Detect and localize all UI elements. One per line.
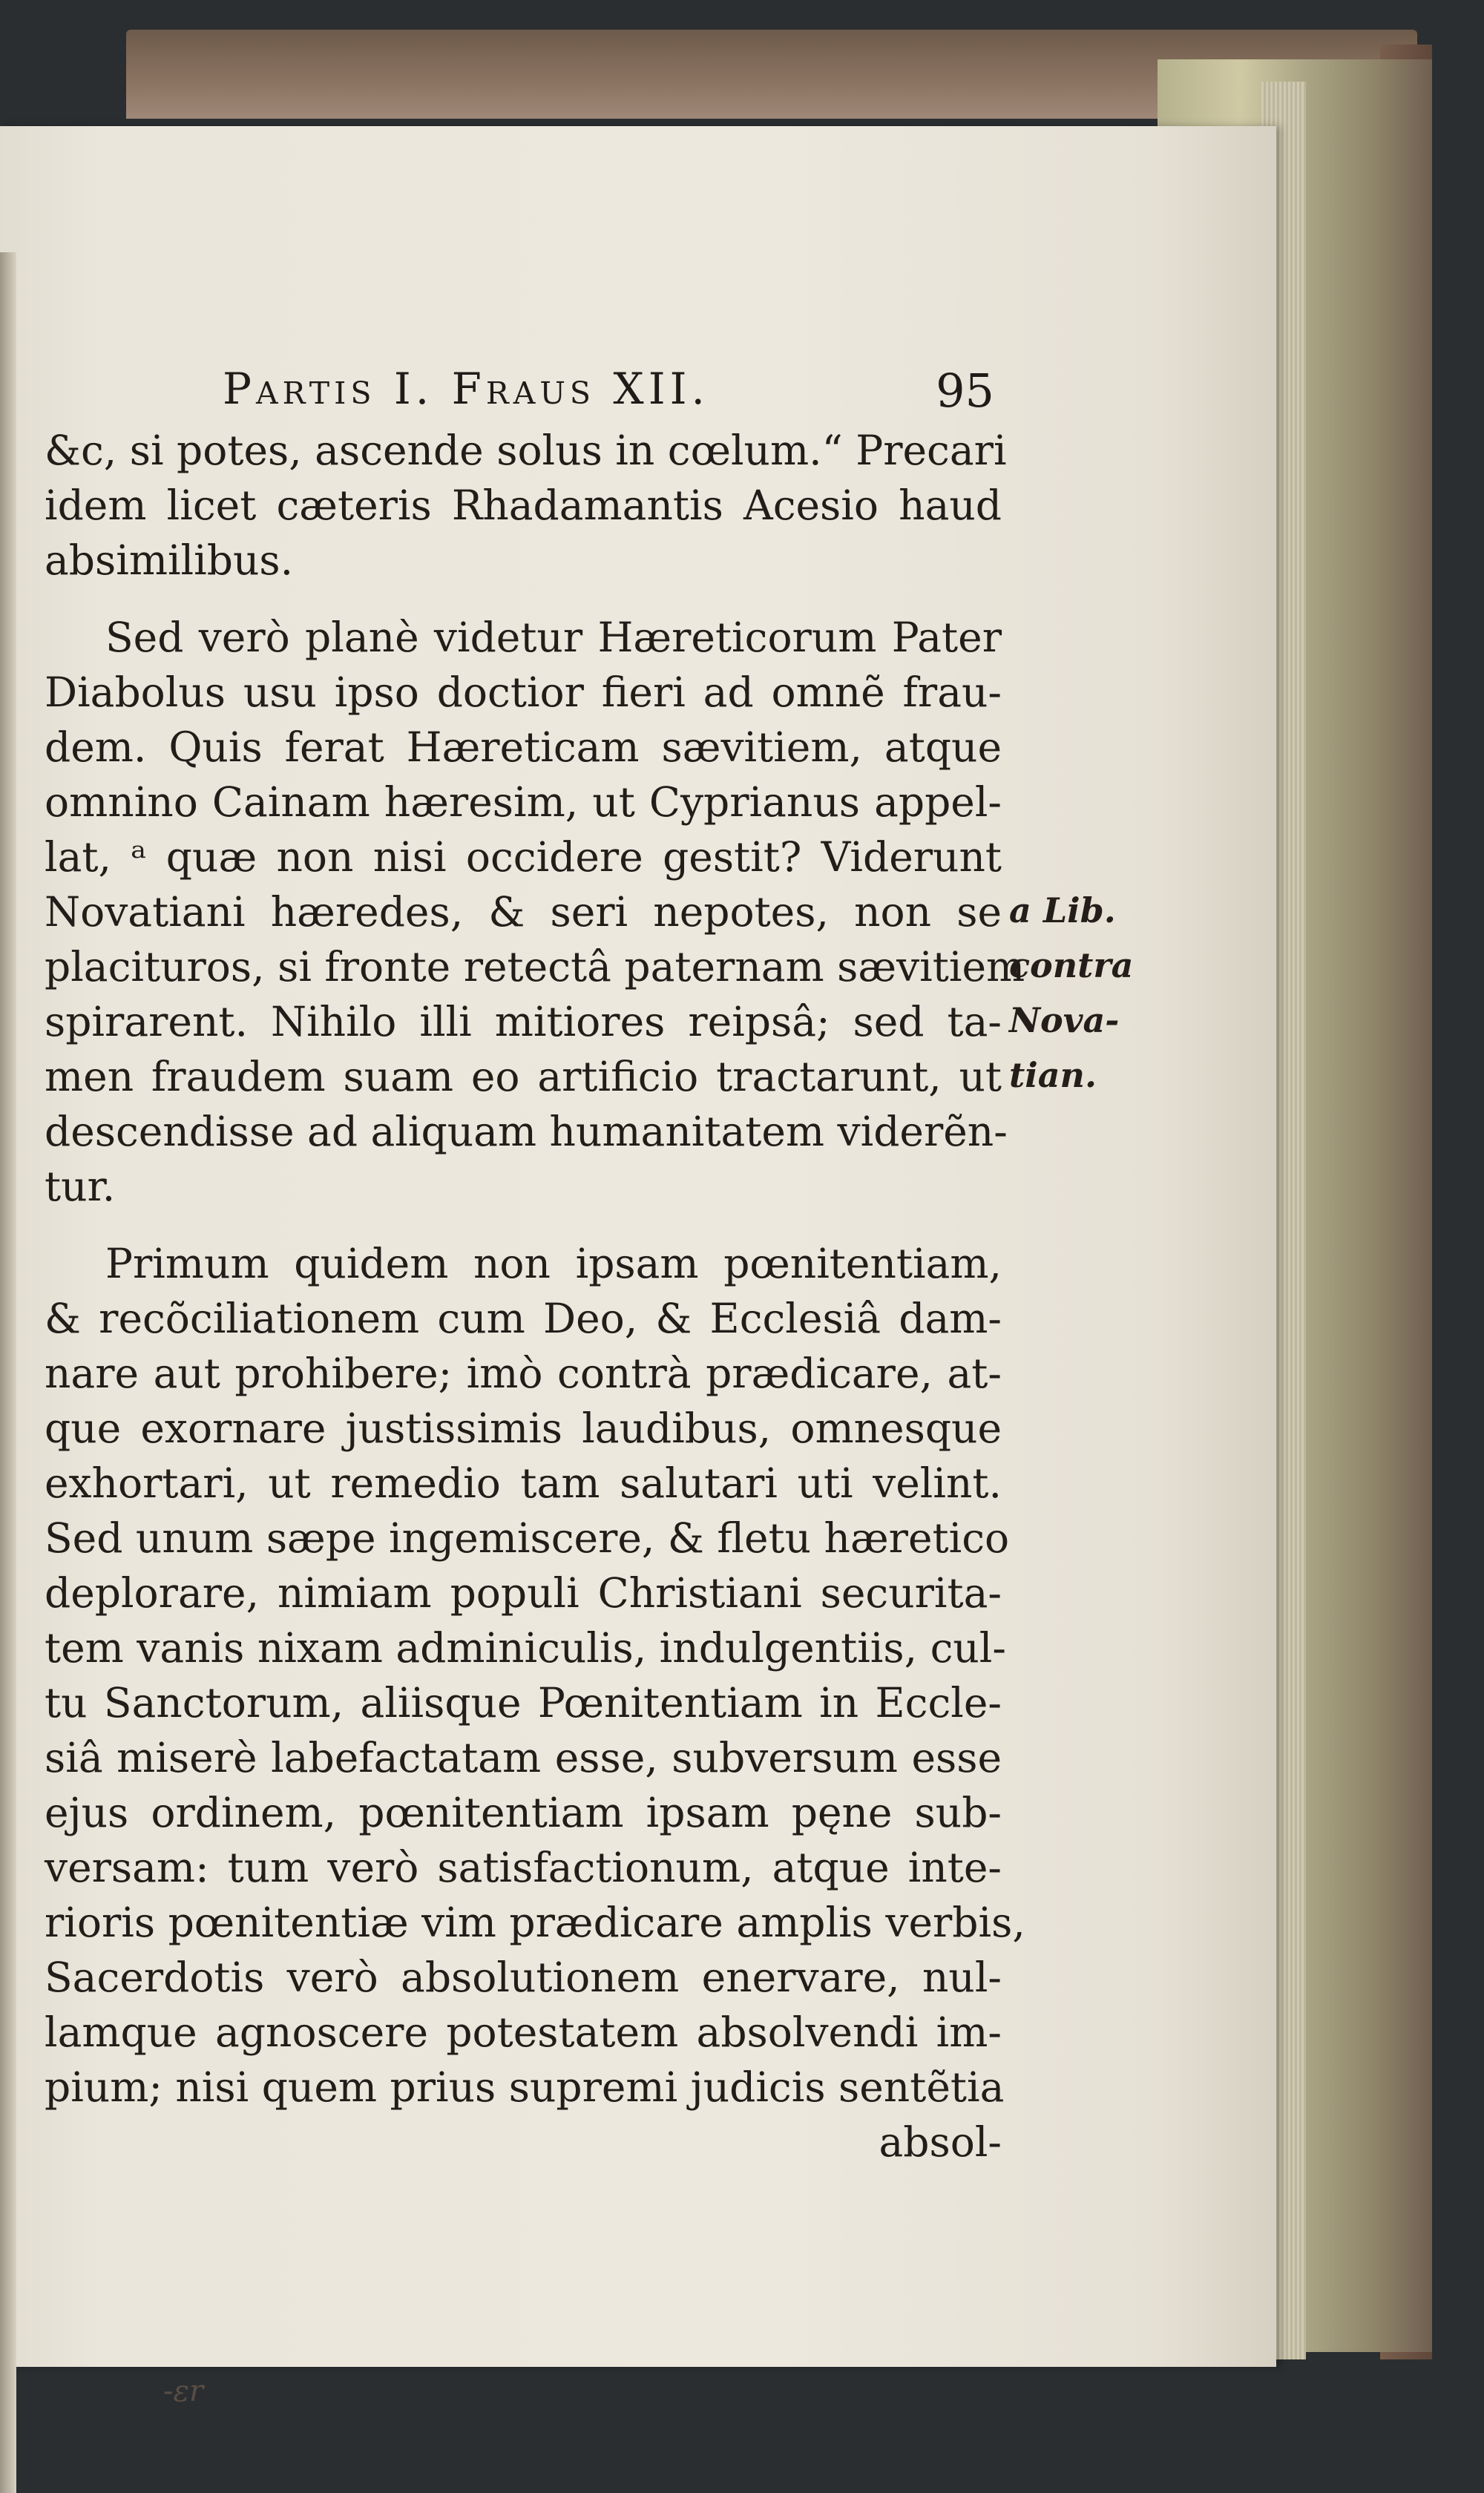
footer-mark: -ɛr (163, 2374, 204, 2408)
body-text (45, 423, 1025, 2170)
catchword: absol- (879, 2118, 1002, 2166)
page-number: 95 (936, 364, 994, 418)
text-line: Primum quidem non ipsam pœnitentiam, (105, 1240, 1002, 1287)
text-line: exhortari, ut remedio tam salutari uti velint. (45, 1459, 1002, 1507)
text-line: Novatiani hæredes, & seri nepotes, non se (45, 888, 1002, 936)
text-line: Sed verò planè videtur Hæreticorum Pater (105, 614, 1002, 661)
binding-gutter (0, 252, 16, 2493)
text-line: dem. Quis ferat Hæreticam sævitiem, atque (45, 723, 1002, 771)
text-line: lat, ᵃ quæ non nisi occidere gestit? Viderunt (45, 833, 1002, 881)
text-line: & recõciliationem cum Deo, & Ecclesiâ dam- (45, 1295, 1002, 1342)
text-line: omnino Cainam hæresim, ut Cyprianus appel- (45, 778, 1002, 826)
text-line: tu Sanctorum, aliisque Pœnitentiam in Eccle- (45, 1679, 1002, 1727)
text-line: descendisse ad aliquam humanitatem viderẽn- (45, 1108, 1008, 1155)
text-line: men fraudem suam eo artificio tractarunt, ut (45, 1053, 1002, 1100)
text-line: deplorare, nimiam populi Christiani securita- (45, 1569, 1002, 1617)
text-line: placituros, si fronte retectâ paternam sævitiem (45, 943, 1025, 991)
margin-note-line: Nova- (1009, 1000, 1120, 1040)
text-line: Sed unum sæpe ingemiscere, & fletu hæretico (45, 1514, 1010, 1562)
text-line: Sacerdotis verò absolutionem enervare, nul- (45, 1954, 1002, 2001)
text-line: lamque agnoscere potestatem absolvendi im- (45, 2008, 1002, 2056)
text-line: versam: tum verò satisfactionum, atque inte- (45, 1844, 1002, 1891)
text-line: tur. (45, 1163, 116, 1210)
text-line: absimilibus. (45, 536, 294, 584)
page-header (223, 364, 994, 423)
text-line: &c, si potes, ascende solus in cœlum.“ Precari (45, 427, 1007, 474)
margin-note-line: tian. (1009, 1055, 1097, 1095)
text-line: idem licet cæteris Rhadamantis Acesio haud (45, 482, 1002, 529)
text-line: tem vanis nixam adminiculis, indulgentiis, cul- (45, 1624, 1006, 1672)
text-line: que exornare justissimis laudibus, omnesque (45, 1405, 1002, 1452)
margin-note-line: a Lib. (1009, 890, 1116, 930)
text-line: siâ miserè labefactatam esse, subversum esse (45, 1734, 1002, 1781)
text-line: spirarent. Nihilo illi mitiores reipsâ; sed ta- (45, 998, 1002, 1045)
running-head: Partis I. Fraus XII. (223, 364, 709, 414)
text-line: rioris pœnitentiæ vim prædicare amplis verbis, (45, 1899, 1025, 1946)
text-line: ejus ordinem, pœnitentiam ipsam pęne sub- (45, 1789, 1002, 1836)
book-page (0, 126, 1276, 2408)
text-line: nare aut prohibere; imò contrà prædicare, at- (45, 1350, 1002, 1397)
text-line: pium; nisi quem prius supremi judicis sentẽtia (45, 2063, 1005, 2111)
text-line: Diabolus usu ipso doctior fieri ad omnẽ frau- (45, 669, 1002, 716)
margin-note (1009, 883, 1143, 1103)
margin-note-line: contra (1009, 945, 1134, 985)
